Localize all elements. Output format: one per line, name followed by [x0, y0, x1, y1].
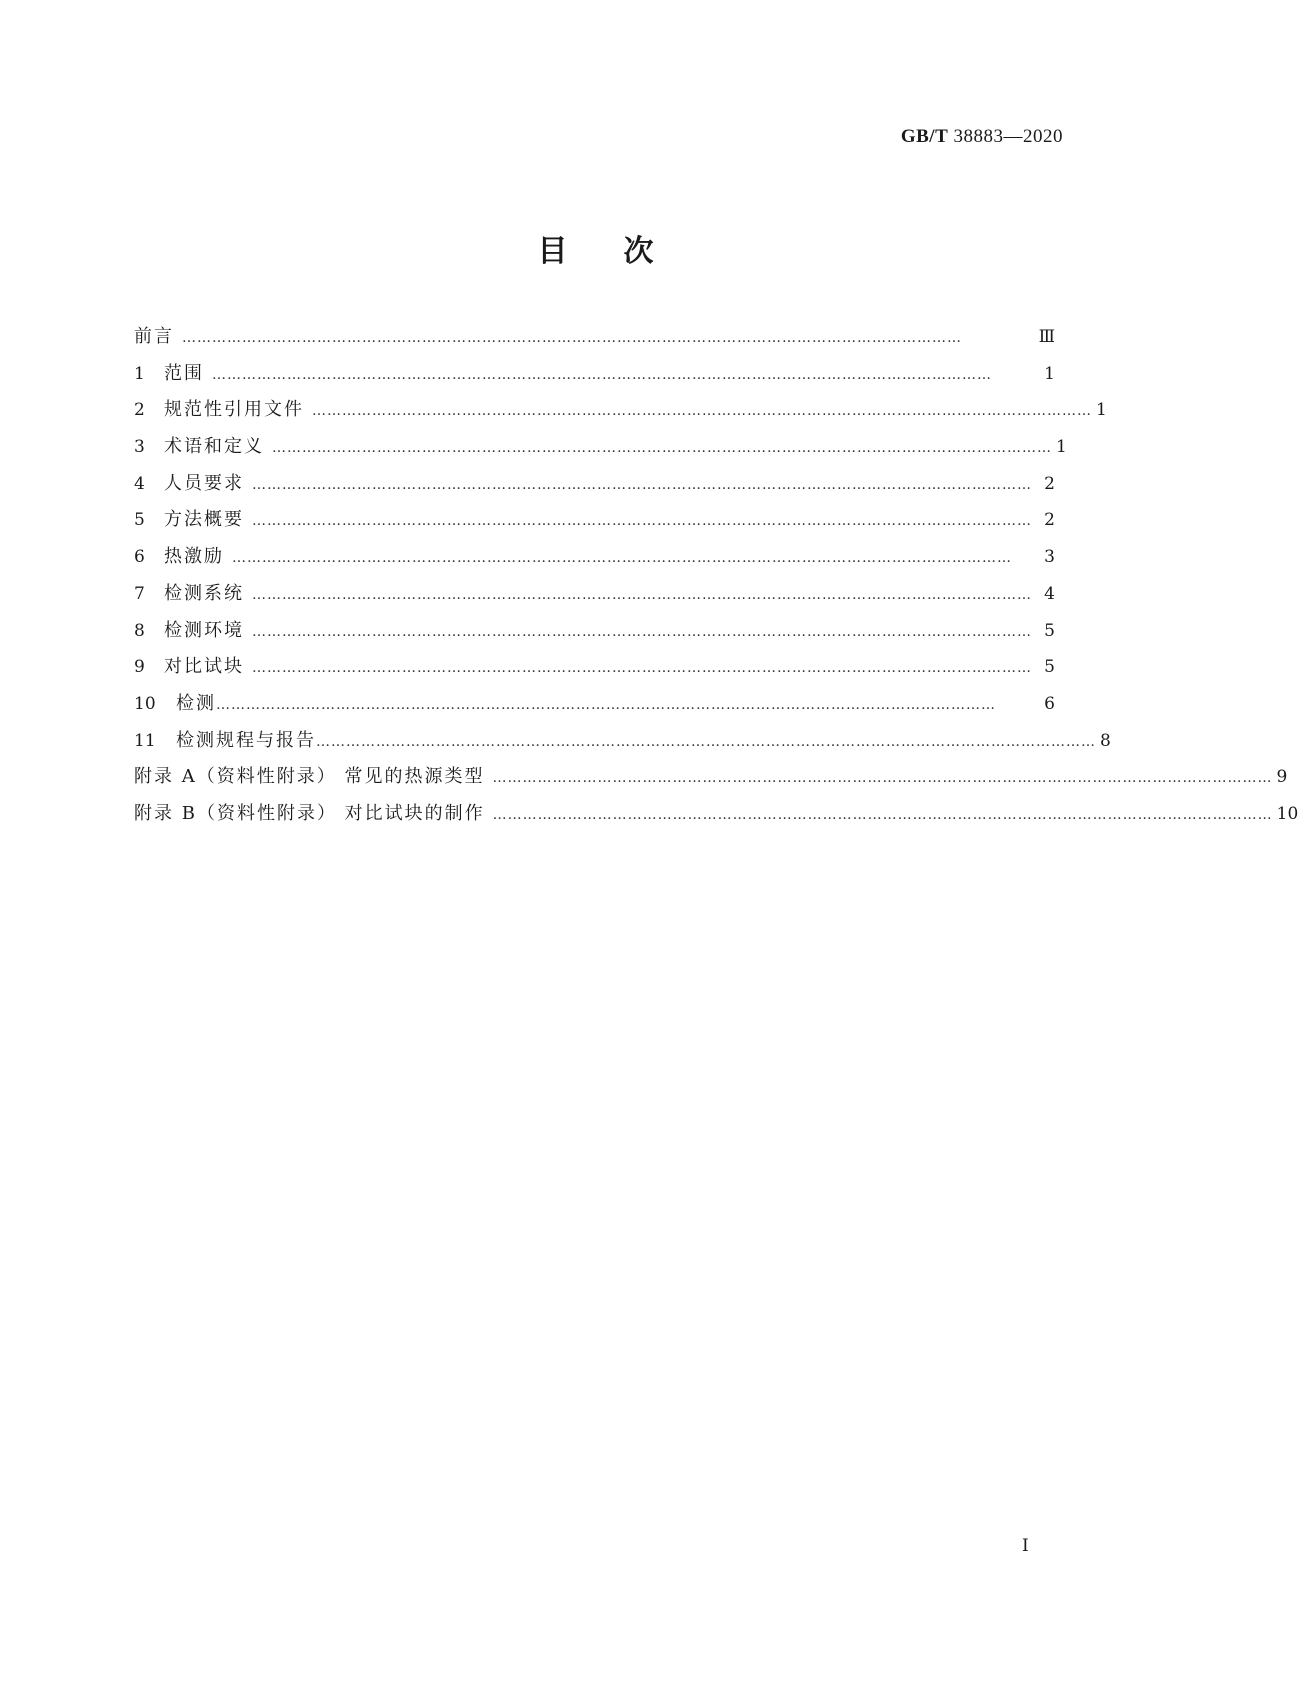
- toc-entry-number: 1: [134, 363, 145, 384]
- toc-entry-page: Ⅲ: [1038, 327, 1055, 347]
- toc-entry-number: 3: [134, 437, 145, 458]
- toc-entry-8[interactable]: [134, 616, 1055, 653]
- toc-entry-label: 10 检测: [134, 692, 216, 714]
- page-number: I: [1022, 1536, 1029, 1556]
- dot-leader: …………………………………………………………………………………………………………………………………………: [252, 476, 1032, 493]
- toc-entry-number: 5: [134, 510, 145, 531]
- toc-entry-9[interactable]: [134, 652, 1055, 689]
- toc-entry-page: 8: [1100, 730, 1111, 751]
- dot-leader: …………………………………………………………………………………………………………………………………………: [252, 623, 1032, 640]
- toc-entry-4[interactable]: [134, 469, 1055, 506]
- toc-entry-1[interactable]: [134, 359, 1055, 396]
- dot-leader: …………………………………………………………………………………………………………………………………………: [216, 696, 996, 713]
- toc-entry-label: 5 方法概要: [134, 509, 244, 531]
- dot-leader: …………………………………………………………………………………………………………………………………………: [182, 330, 962, 346]
- toc-entry-number: 8: [134, 620, 145, 641]
- toc-entry-number: 11: [134, 730, 156, 751]
- toc-entry-label: 9 对比试块: [134, 656, 244, 678]
- toc-entry-label: 3 术语和定义: [134, 436, 264, 458]
- toc-entry-page: 1: [1056, 437, 1067, 458]
- toc-entry-page: 4: [1044, 583, 1055, 604]
- dot-leader: …………………………………………………………………………………………………………………………………………: [252, 660, 1032, 677]
- dot-leader: …………………………………………………………………………………………………………………………………………: [316, 733, 1096, 750]
- toc-entry-page: 5: [1044, 620, 1055, 641]
- toc-entry-label: 附录 A（资料性附录） 常见的热源类型: [134, 766, 485, 788]
- toc-entry-page: 9: [1276, 767, 1288, 788]
- toc-entry-appendix-b[interactable]: [134, 799, 1298, 836]
- toc-entry-3[interactable]: [134, 432, 1067, 469]
- toc-entry-page: 1: [1044, 363, 1055, 384]
- dot-leader: …………………………………………………………………………………………………………………………………………: [252, 586, 1032, 603]
- toc-entry-label: 11 检测规程与报告: [134, 729, 316, 751]
- toc-entry-foreword[interactable]: [134, 322, 1055, 359]
- dot-leader: …………………………………………………………………………………………………………………………………………: [212, 366, 992, 383]
- dot-leader: …………………………………………………………………………………………………………………………………………: [492, 806, 1273, 823]
- toc-entry-label: 1 范围: [134, 362, 204, 384]
- dot-leader: …………………………………………………………………………………………………………………………………………: [252, 513, 1032, 530]
- dot-leader: …………………………………………………………………………………………………………………………………………: [312, 403, 1092, 420]
- standard-prefix: GB/T: [900, 126, 949, 147]
- toc-entry-number: 10: [134, 693, 156, 714]
- toc-entry-number: 2: [134, 400, 145, 421]
- toc-entry-page: 1: [1096, 400, 1107, 421]
- toc-entry-page: 3: [1044, 547, 1055, 568]
- standard-number: 38883—2020: [953, 126, 1063, 147]
- toc-entry-page: 2: [1044, 473, 1055, 494]
- dot-leader: …………………………………………………………………………………………………………………………………………: [232, 550, 1012, 567]
- toc-entry-number: 6: [134, 547, 145, 568]
- toc-entry-number: 4: [134, 473, 145, 494]
- toc-entry-appendix-a[interactable]: [134, 762, 1288, 799]
- standard-code: [901, 126, 1063, 148]
- toc-entry-page: 10: [1276, 803, 1298, 824]
- toc-entry-7[interactable]: [134, 579, 1055, 616]
- toc-entry-11[interactable]: [134, 726, 1111, 763]
- toc-entry-label: 前言: [134, 326, 174, 347]
- toc-entry-10[interactable]: [134, 689, 1055, 726]
- toc-entry-label: 2 规范性引用文件: [134, 399, 304, 421]
- toc-entry-page: 6: [1044, 693, 1055, 714]
- dot-leader: …………………………………………………………………………………………………………………………………………: [492, 770, 1273, 787]
- table-of-contents: [134, 322, 1298, 836]
- toc-entry-6[interactable]: [134, 542, 1055, 579]
- toc-entry-number: 9: [134, 657, 145, 678]
- toc-entry-2[interactable]: [134, 395, 1107, 432]
- toc-entry-label: 7 检测系统: [134, 582, 244, 604]
- dot-leader: …………………………………………………………………………………………………………………………………………: [272, 440, 1052, 457]
- toc-entry-label: 8 检测环境: [134, 619, 244, 641]
- toc-entry-number: 7: [134, 583, 145, 604]
- toc-entry-label: 6 热激励: [134, 546, 224, 568]
- toc-entry-label: 附录 B（资料性附录） 对比试块的制作: [134, 802, 485, 824]
- toc-title: 目次: [537, 234, 710, 269]
- toc-entry-label: 4 人员要求: [134, 472, 244, 494]
- toc-entry-5[interactable]: [134, 505, 1055, 542]
- toc-entry-page: 5: [1044, 657, 1055, 678]
- toc-entry-page: 2: [1044, 510, 1055, 531]
